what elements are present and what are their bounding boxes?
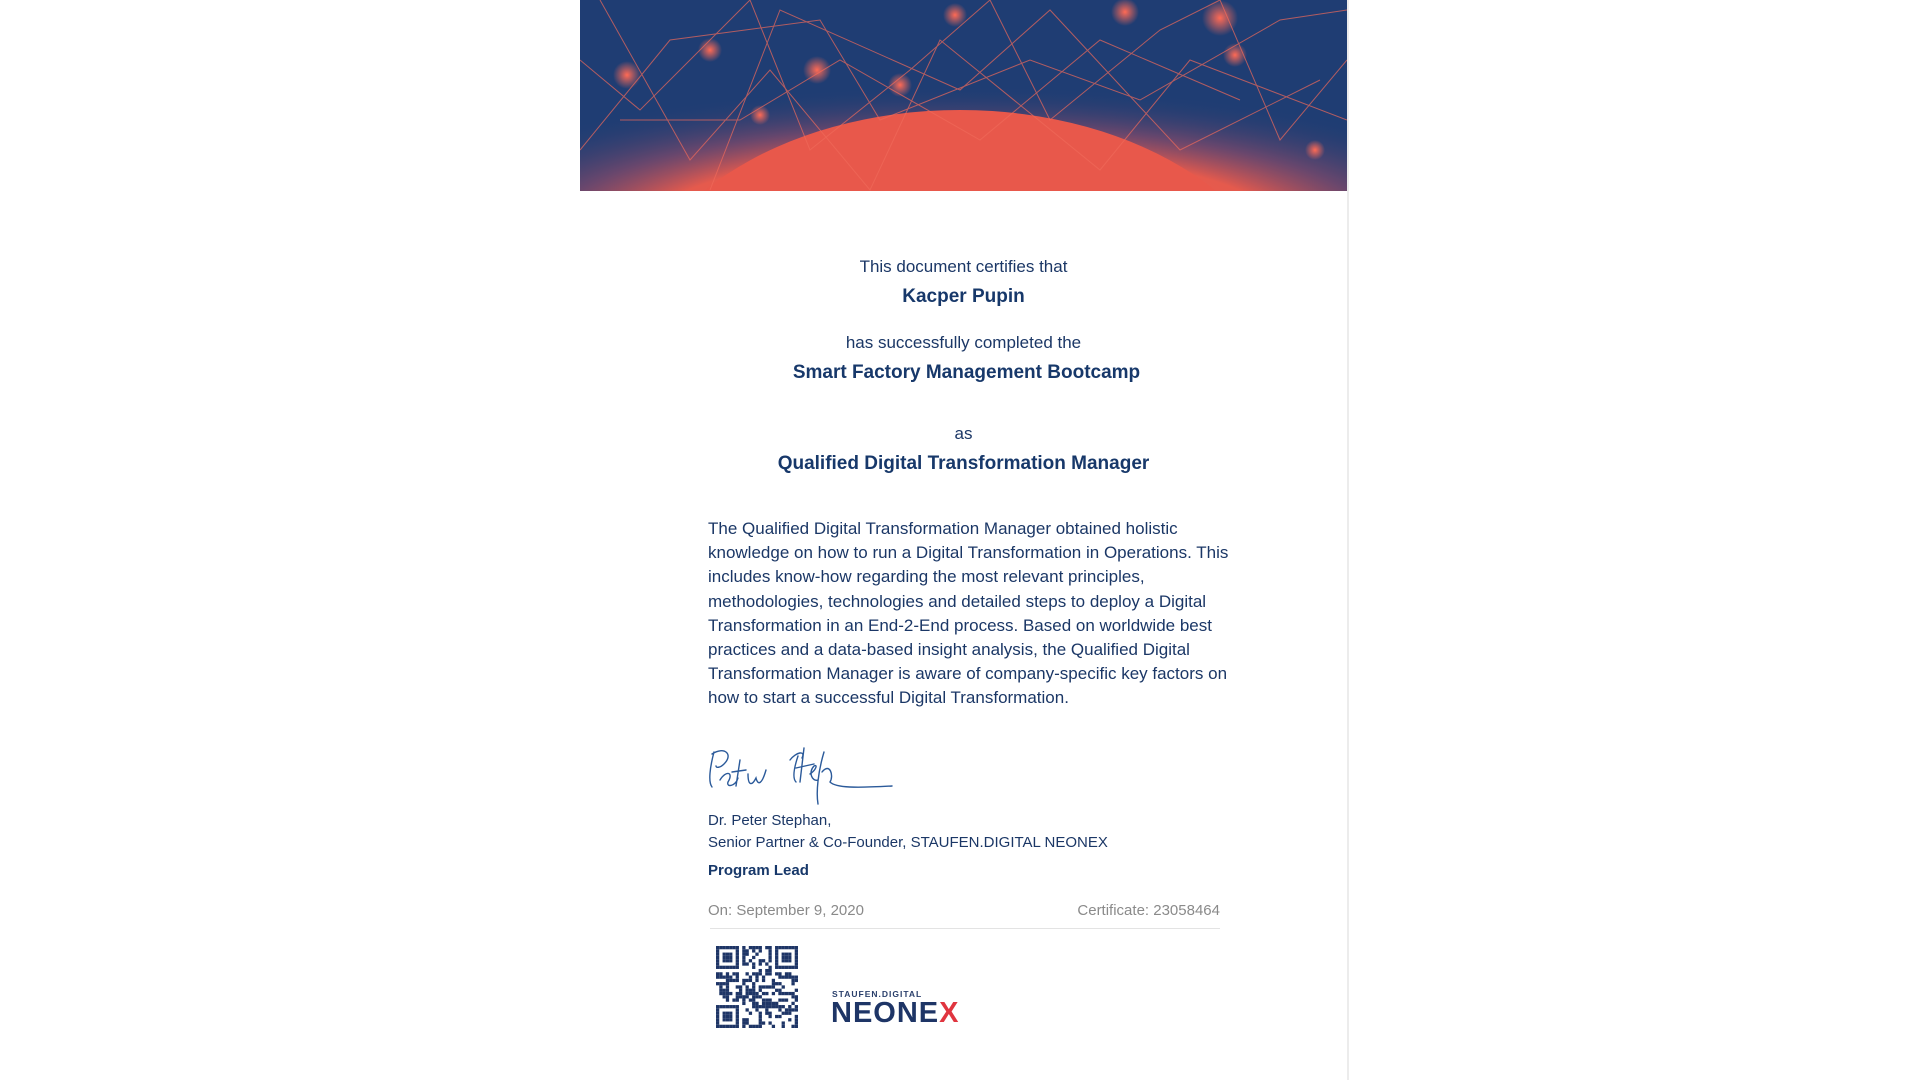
logo-staufen-digital: STAUFEN.DIGITAL [832,989,923,999]
completed-text: has successfully completed the [845,333,1082,352]
banner-network-globe-image [580,0,1347,191]
description-paragraph: The Qualified Digital Transformation Manager obtained holistic knowledge on how to run a Digital Transformation in Operations. This includes know-how regarding the most relevant principles, methodologies, technologies and detailed steps to deploy a Digital Transformation in an End-2-End process. Based on worldwide best practices and a data-based insight analysis, the Qualified Digital Transformation Manager is aware of company-specific key factors on how to start a successful Digital Transformation. [708,519,1229,708]
signatory-name: Dr. Peter Stephan, [708,812,832,829]
logo-neonex: NEONEX [831,997,960,1029]
signatory-title: Senior Partner & Co-Founder, STAUFEN.DIGITAL NEONEX [708,834,1108,851]
signatory-role: Program Lead [708,862,809,879]
certificate-card [580,0,1349,1080]
qualification-title: Qualified Digital Transformation Manager [777,453,1150,474]
certificate-number: Certificate: 23058464 [1077,902,1220,919]
intro-text: This document certifies that [859,257,1068,276]
issue-date: On: September 9, 2020 [708,902,864,919]
as-text: as [954,424,973,443]
divider [710,928,1220,929]
recipient-name: Kacper Pupin [902,286,1025,307]
program-name: Smart Factory Management Bootcamp [792,362,1141,383]
qr-code[interactable] [716,946,798,1028]
signature-image [706,742,896,808]
